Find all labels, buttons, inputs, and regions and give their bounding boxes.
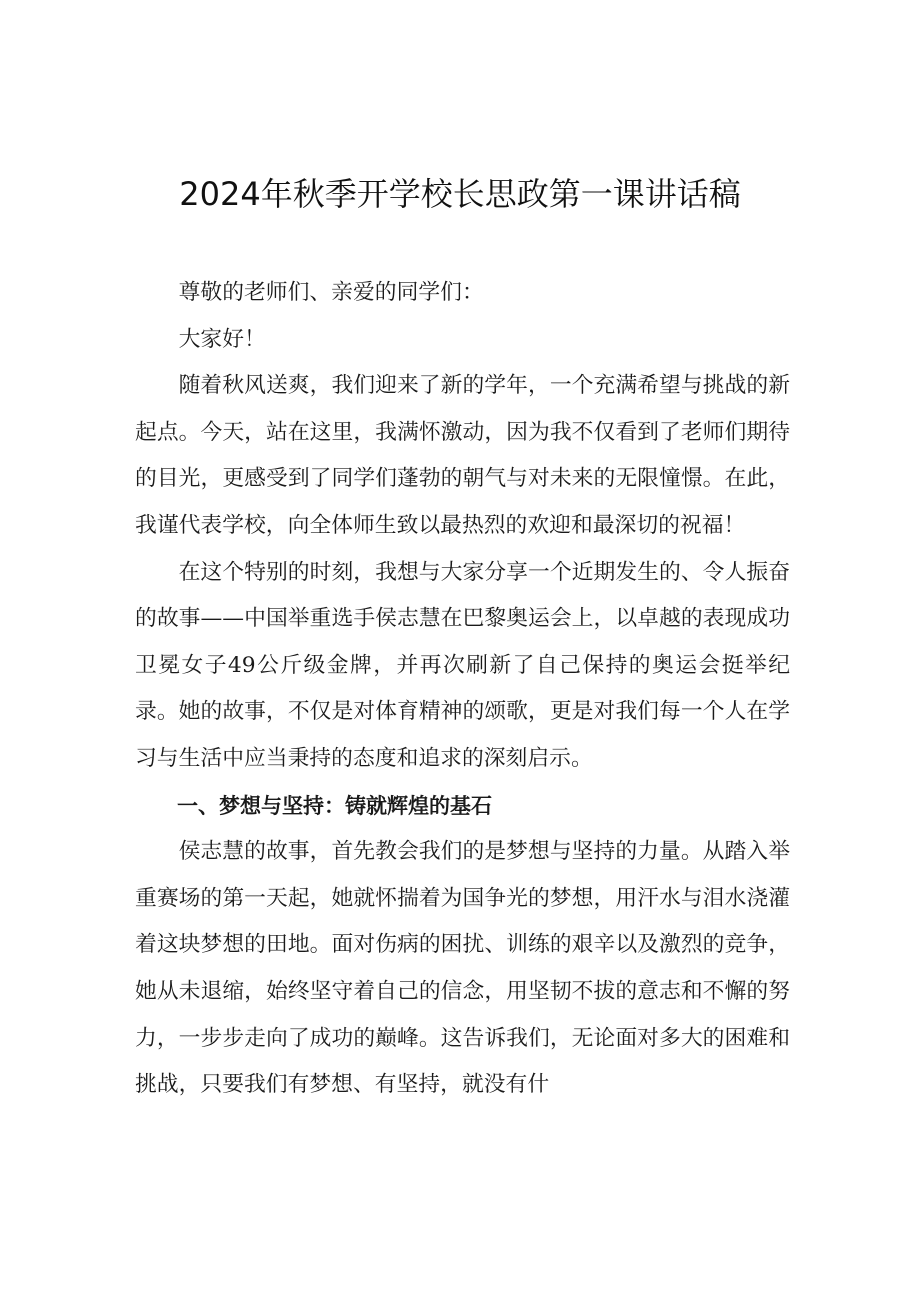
story-paragraph: 在这个特别的时刻，我想与大家分享一个近期发生的、令人振奋的故事——中国举重选手侯志慧在巴黎奥运会上，以卓越的表现成功卫冕女子49公斤级金牌，并再次刷新了自己保持的奥运会挺举纪录。她的故事，不仅是对体育精神的颂歌，更是对我们每一个人在学习与生活中应当秉持的态度和追求的深刻启示。 <box>135 559 790 771</box>
section-heading: 一、梦想与坚持：铸就辉煌的基石 <box>177 793 492 818</box>
section-paragraph: 侯志慧的故事，首先教会我们的是梦想与坚持的力量。从踏入举重赛场的第一天起，她就怀揣着为国争光的梦想，用汗水与泪水浇灌着这块梦想的田地。面对伤病的困扰、训练的艰辛以及激烈的竞争，她从未退缩，始终坚守着自己的信念，用坚韧不拔的意志和不懈的努力，一步步走向了成功的巅峰。这告诉我们，无论面对多大的困难和挑战，只要我们有梦想、有坚持，就没有什 <box>135 839 790 1098</box>
intro-paragraph: 随着秋风送爽，我们迎来了新的学年，一个充满希望与挑战的新起点。今天，站在这里，我满怀激动，因为我不仅看到了老师们期待的目光，更感受到了同学们蓬勃的朝气与对未来的无限憧憬。在此，我谨代表学校，向全体师生致以最热烈的欢迎和最深切的祝福！ <box>135 373 790 538</box>
document-title: 2024年秋季开学校长思政第一课讲话稿 <box>179 175 741 213</box>
greeting-paragraph: 大家好！ <box>178 326 266 352</box>
salutation-paragraph: 尊敬的老师们、亲爱的同学们： <box>178 280 484 305</box>
document-body <box>135 270 790 1109</box>
